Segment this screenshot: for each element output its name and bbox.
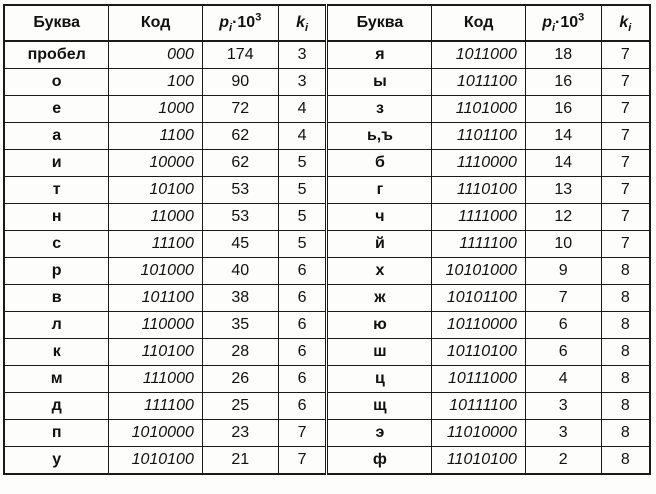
k-symbol: k: [296, 14, 305, 31]
cell-probability: 62: [202, 123, 278, 150]
cell-probability: 12: [525, 204, 601, 231]
cell-probability: 3: [525, 420, 601, 447]
prob-multiplier: ·10: [555, 14, 579, 31]
cell-probability: 3: [525, 393, 601, 420]
prob-index: i: [551, 22, 556, 35]
table-row: [4, 285, 650, 312]
table-row: [4, 123, 650, 150]
cell-code-length: 7: [601, 41, 650, 69]
cell-code: 1111000: [432, 204, 525, 231]
cell-probability: 23: [202, 420, 278, 447]
header-letter: Буква: [327, 5, 432, 41]
cell-code-length: 5: [278, 204, 327, 231]
table-row: [4, 150, 650, 177]
cell-code-length: 7: [601, 69, 650, 96]
cell-probability: 14: [525, 150, 601, 177]
table-row: [4, 69, 650, 96]
cell-letter: х: [327, 258, 432, 285]
cell-code: 11000: [109, 204, 202, 231]
cell-code-length: 7: [278, 420, 327, 447]
cell-code: 1101100: [432, 123, 525, 150]
table-row: [4, 41, 650, 69]
table-row: [4, 258, 650, 285]
cell-letter: л: [4, 312, 109, 339]
cell-probability: 10: [525, 231, 601, 258]
cell-code: 110000: [109, 312, 202, 339]
cell-letter: р: [4, 258, 109, 285]
cell-code-length: 5: [278, 231, 327, 258]
cell-code-length: 7: [601, 204, 650, 231]
cell-code-length: 8: [601, 447, 650, 475]
cell-code-length: 6: [278, 285, 327, 312]
cell-probability: 28: [202, 339, 278, 366]
cell-probability: 35: [202, 312, 278, 339]
table-row: [4, 231, 650, 258]
cell-probability: 7: [525, 285, 601, 312]
cell-probability: 62: [202, 150, 278, 177]
prob-index: i: [229, 22, 233, 35]
cell-code: 101000: [109, 258, 202, 285]
cell-probability: 53: [202, 204, 278, 231]
cell-letter: ь,ъ: [327, 123, 432, 150]
cell-probability: 16: [525, 96, 601, 123]
cell-probability: 21: [202, 447, 278, 475]
header-probability: [202, 5, 278, 41]
cell-code: 11010100: [432, 447, 525, 475]
cell-code: 10110100: [432, 339, 525, 366]
cell-code: 1000: [109, 96, 202, 123]
cell-probability: 45: [202, 231, 278, 258]
cell-probability: 25: [202, 393, 278, 420]
header-code: Код: [109, 5, 202, 41]
cell-probability: 6: [525, 339, 601, 366]
cell-letter: п: [4, 420, 109, 447]
cell-letter: б: [327, 150, 432, 177]
header-probability: [525, 5, 601, 41]
cell-letter: с: [4, 231, 109, 258]
cell-code: 110100: [109, 339, 202, 366]
cell-letter: й: [327, 231, 432, 258]
cell-code-length: 8: [601, 393, 650, 420]
cell-code-length: 3: [278, 69, 327, 96]
header-code: Код: [432, 5, 525, 41]
cell-code: 111100: [109, 393, 202, 420]
cell-probability: 2: [525, 447, 601, 475]
cell-code: 1100: [109, 123, 202, 150]
cell-code-length: 5: [278, 150, 327, 177]
cell-letter: о: [4, 69, 109, 96]
cell-letter: пробел: [4, 41, 109, 69]
cell-code: 10111100: [432, 393, 525, 420]
letter-code-table: [3, 4, 651, 475]
cell-code-length: 6: [278, 258, 327, 285]
prob-symbol: p: [542, 14, 552, 31]
cell-code: 1010100: [109, 447, 202, 475]
cell-letter: в: [4, 285, 109, 312]
cell-code-length: 7: [601, 123, 650, 150]
cell-code: 10000: [109, 150, 202, 177]
cell-probability: 6: [525, 312, 601, 339]
cell-probability: 18: [525, 41, 601, 69]
cell-letter: ц: [327, 366, 432, 393]
cell-letter: ы: [327, 69, 432, 96]
cell-code-length: 7: [601, 177, 650, 204]
table-row: [4, 339, 650, 366]
cell-probability: 14: [525, 123, 601, 150]
table-row: [4, 447, 650, 475]
header-code-length: [278, 5, 327, 41]
cell-letter: ш: [327, 339, 432, 366]
table-row: [4, 177, 650, 204]
cell-probability: 90: [202, 69, 278, 96]
cell-code: 11010000: [432, 420, 525, 447]
cell-code-length: 8: [601, 420, 650, 447]
cell-probability: 38: [202, 285, 278, 312]
cell-letter: м: [4, 366, 109, 393]
cell-probability: 16: [525, 69, 601, 96]
cell-code: 1011000: [432, 41, 525, 69]
cell-letter: г: [327, 177, 432, 204]
header-letter: Буква: [4, 5, 109, 41]
cell-code-length: 6: [278, 393, 327, 420]
cell-code: 10111000: [432, 366, 525, 393]
prob-symbol: p: [219, 14, 229, 31]
k-symbol: k: [619, 14, 629, 31]
table-body: [4, 41, 650, 474]
cell-letter: з: [327, 96, 432, 123]
table-row: [4, 393, 650, 420]
cell-probability: 53: [202, 177, 278, 204]
table-header: [4, 5, 650, 41]
prob-exponent: 3: [255, 11, 262, 24]
cell-probability: 9: [525, 258, 601, 285]
prob-exponent: 3: [578, 11, 585, 24]
cell-code-length: 8: [601, 285, 650, 312]
cell-letter: ю: [327, 312, 432, 339]
cell-code: 101100: [109, 285, 202, 312]
cell-letter: е: [4, 96, 109, 123]
cell-probability: 26: [202, 366, 278, 393]
cell-code: 1111100: [432, 231, 525, 258]
cell-code-length: 4: [278, 123, 327, 150]
cell-code: 100: [109, 69, 202, 96]
cell-code-length: 8: [601, 366, 650, 393]
header-row: [4, 5, 650, 41]
cell-code: 111000: [109, 366, 202, 393]
cell-code-length: 7: [601, 231, 650, 258]
table-row: [4, 366, 650, 393]
cell-letter: я: [327, 41, 432, 69]
cell-code: 1110100: [432, 177, 525, 204]
cell-code: 1110000: [432, 150, 525, 177]
cell-code-length: 7: [601, 96, 650, 123]
cell-letter: ж: [327, 285, 432, 312]
cell-code: 11100: [109, 231, 202, 258]
cell-code: 10101100: [432, 285, 525, 312]
cell-code: 1101000: [432, 96, 525, 123]
cell-letter: д: [4, 393, 109, 420]
table-row: [4, 204, 650, 231]
table-row: [4, 312, 650, 339]
cell-letter: ч: [327, 204, 432, 231]
cell-probability: 40: [202, 258, 278, 285]
cell-letter: ф: [327, 447, 432, 475]
cell-code: 10101000: [432, 258, 525, 285]
cell-code-length: 6: [278, 312, 327, 339]
cell-letter: н: [4, 204, 109, 231]
cell-probability: 4: [525, 366, 601, 393]
cell-letter: щ: [327, 393, 432, 420]
cell-code-length: 5: [278, 177, 327, 204]
k-index: i: [305, 22, 309, 35]
cell-code: 000: [109, 41, 202, 69]
cell-letter: к: [4, 339, 109, 366]
table-row: [4, 96, 650, 123]
cell-probability: 174: [202, 41, 278, 69]
cell-probability: 72: [202, 96, 278, 123]
cell-probability: 13: [525, 177, 601, 204]
cell-letter: т: [4, 177, 109, 204]
cell-letter: у: [4, 447, 109, 475]
cell-code: 1010000: [109, 420, 202, 447]
cell-letter: и: [4, 150, 109, 177]
k-index: i: [628, 22, 632, 35]
cell-letter: а: [4, 123, 109, 150]
cell-code-length: 7: [601, 150, 650, 177]
cell-code-length: 6: [278, 339, 327, 366]
header-code-length: [601, 5, 650, 41]
cell-code-length: 8: [601, 312, 650, 339]
cell-code: 1011100: [432, 69, 525, 96]
cell-code-length: 6: [278, 366, 327, 393]
table-row: [4, 420, 650, 447]
cell-code-length: 8: [601, 258, 650, 285]
cell-code: 10110000: [432, 312, 525, 339]
cell-code-length: 8: [601, 339, 650, 366]
cell-code-length: 7: [278, 447, 327, 475]
cell-code-length: 4: [278, 96, 327, 123]
cell-letter: э: [327, 420, 432, 447]
cell-code-length: 3: [278, 41, 327, 69]
cell-code: 10100: [109, 177, 202, 204]
prob-multiplier: ·10: [232, 14, 256, 31]
